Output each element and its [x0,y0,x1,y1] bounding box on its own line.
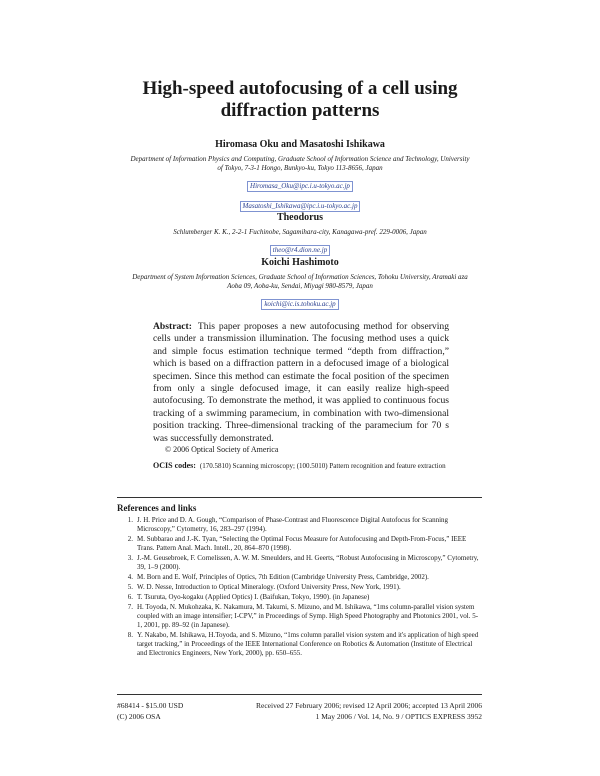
footer-copyright: (C) 2006 OSA [117,711,161,721]
author-email[interactable]: theo@r4.dion.ne.jp [270,245,330,256]
abstract-label: Abstract: [153,321,192,332]
author-group-2 [130,212,470,257]
author-names: Theodorus [276,212,324,223]
reference-text: H. Toyoda, N. Mukohzaka, K. Nakamura, M. Takumi, S. Mizuno, and M. Ishikawa, “1ms column-parallel vision system coupled with an image intensifier; I-CPV,” in Proceedings of Symp. High Speed Photography and Photonics 2001, vol. 5-1, 2001, pp. 89–92 (in Japanese). [137,603,479,629]
reference-number: 2. [127,535,133,543]
author-affiliation: Schlumberger K. K., 2-2-1 Fuchinobe, Sagamihara-city, Kanagawa-pref. 229-0006, Japan [173,228,427,236]
reference-text: J. H. Price and D. A. Gough, “Comparison of Phase-Contrast and Fluorescence Digital Autofocus for Scanning Microscopy,” Cytometry, 16, 283–297 (1994). [137,516,449,533]
reference-text: M. Born and E. Wolf, Principles of Optics, 7th Edition (Cambridge University Press, Cambridge, 2002). [137,573,429,581]
footer-right [256,701,482,722]
reference-text: Y. Nakabo, M. Ishikawa, H.Toyoda, and S. Mizuno, “1ms column parallel vision system and it's application of high speed target tracking,” in Proceedings of the IEEE International Conference on Robotics & Automation (Institute of Electrical and Electronics Engineers, New York, 2000), pp. 650–655. [137,631,479,657]
paper-title: High-speed autofocusing of a cell using diffraction patterns [142,78,458,121]
reference-item [117,593,482,602]
author-names: Koichi Hashimoto [261,257,339,268]
reference-number: 3. [127,554,133,562]
references-heading: References and links [117,503,197,513]
author-names: Hiromasa Oku and Masatoshi Ishikawa [215,139,385,150]
ocis-label: OCIS codes: [153,461,196,470]
reference-number: 8. [127,631,133,639]
ocis-codes [153,461,449,471]
footer-left [117,701,183,722]
ocis-text: (170.5810) Scanning microscopy; (100.5010) Pattern recognition and feature extraction [199,462,446,470]
author-group-1 [130,139,470,213]
abstract-text: This paper proposes a new autofocusing method for observing cells under a transmission illumination. The focusing method uses a quick and simple focus estimation technique termed “depth from diffraction,” which is based on a diffraction pattern in a defocused image of a biological specimen. Since this method can estimate the focal position of the specimen from only a single defocused image, it can easily realize high-speed autofocusing. To demonstrate the method, it was applied to continuous focus tracking of a swimming paramecium, in combination with two-dimensional position tracking. Three-dimensional tracking of the paramecium for 70 s was successfully demonstrated. [153,321,449,444]
author-email[interactable]: Masatoshi_Ishikawa@ipc.i.u-tokyo.ac.jp [240,201,361,212]
reference-item [117,554,482,572]
reference-item [117,516,482,534]
reference-number: 4. [127,573,133,581]
reference-item [117,583,482,592]
author-email[interactable]: Hiromasa_Oku@ipc.i.u-tokyo.ac.jp [247,181,353,192]
reference-item [117,535,482,553]
author-email[interactable]: koichi@ic.is.tohoku.ac.jp [261,299,338,310]
reference-number: 7. [127,603,133,611]
reference-text: J.-M. Geusebroek, F. Cornelissen, A. W. M. Smeulders, and H. Geerts, “Robust Autofocusing in Microscopy,” Cytometry, 39, 1–9 (2000). [137,554,479,571]
reference-item [117,631,482,658]
abstract [153,321,449,445]
references-list [117,516,482,659]
reference-number: 6. [127,593,133,601]
reference-text: W. D. Nesse, Introduction to Optical Mineralogy. (Oxford University Press, New York, 1991). [137,583,401,591]
reference-number: 5. [127,583,133,591]
author-group-3 [130,257,470,311]
reference-number: 1. [127,516,133,524]
author-affiliation: Department of Information Physics and Computing, Graduate School of Information Science and Technology, University of Tokyo, 7-3-1 Hongo, Bunkyo-ku, Tokyo 113-8656, Japan [130,155,470,172]
reference-item [117,603,482,630]
reference-text: T. Tsuruta, Oyo-kogaku (Applied Optics) I. (Baifukan, Tokyo, 1990). (in Japanese) [137,593,370,601]
copyright: © 2006 Optical Society of America [165,445,279,454]
footer-article-price: #68414 - $15.00 USD [117,701,184,710]
footer-dates: Received 27 February 2006; revised 12 April 2006; accepted 13 April 2006 [256,701,482,710]
divider-top [117,497,482,498]
divider-bottom [117,694,482,695]
reference-text: M. Subbarao and J.-K. Tyan, “Selecting the Optimal Focus Measure for Autofocusing and Depth-From-Focus,” IEEE Trans. Pattern Anal. Mach. Intell., 20, 864–870 (1998). [137,535,467,552]
reference-item [117,573,482,582]
author-affiliation: Department of System Information Sciences, Graduate School of Information Sciences, Tohoku University, Aramaki aza Aoba 09, Aoba-ku, Sendai, Miyagi 980-8579, Japan [132,273,468,290]
footer-citation: 1 May 2006 / Vol. 14, No. 9 / OPTICS EXPRESS 3952 [315,711,482,721]
